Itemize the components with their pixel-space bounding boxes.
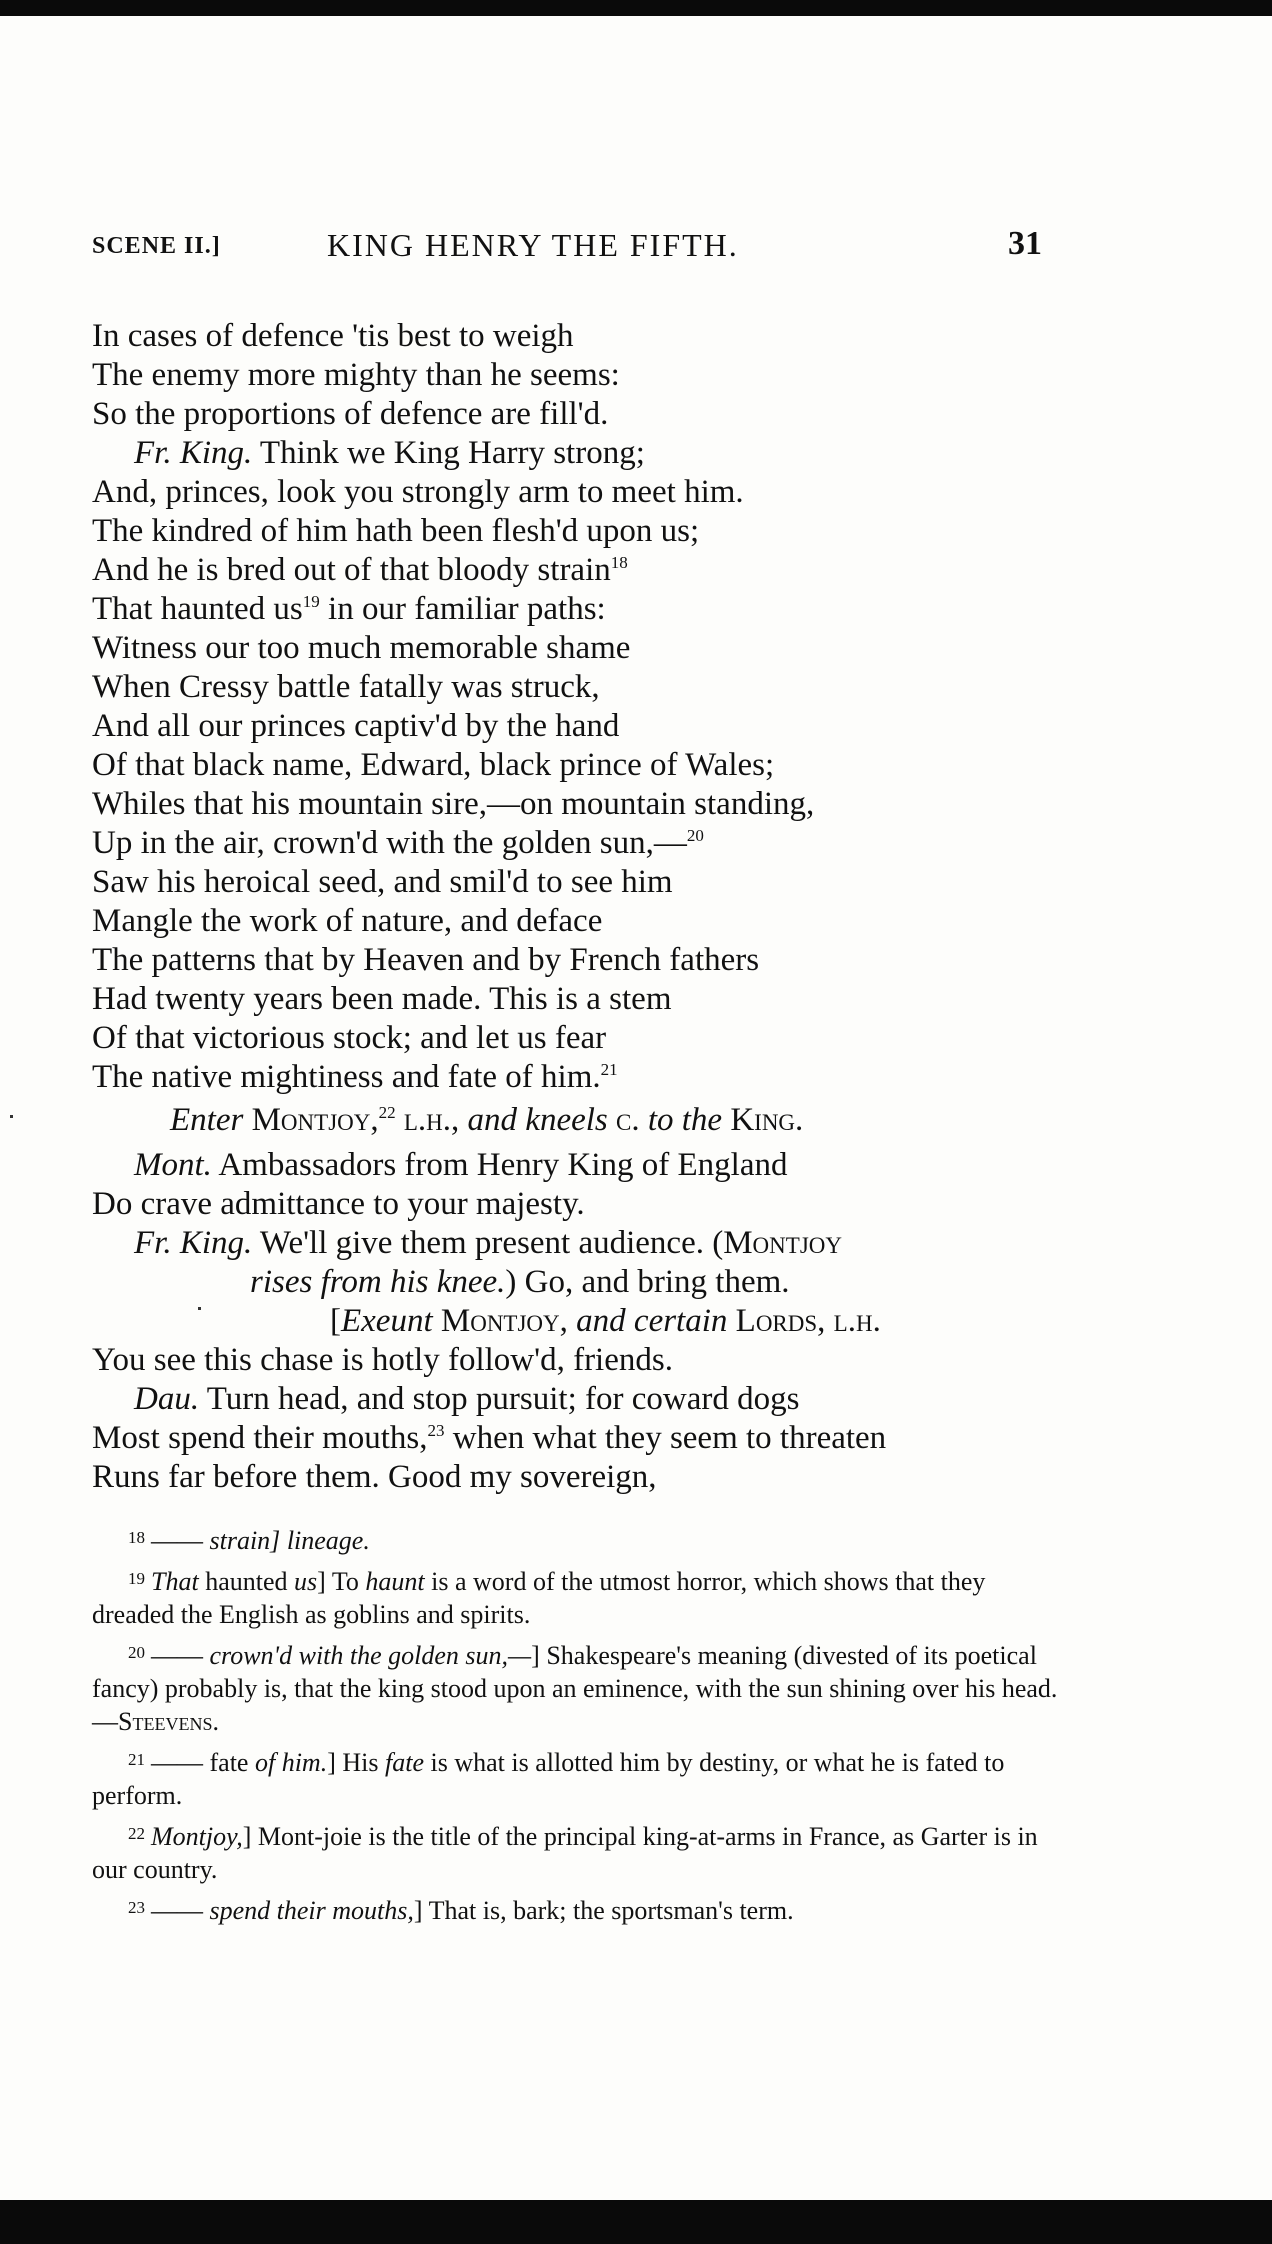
verse-line: The kindred of him hath been flesh'd upon us;	[92, 513, 700, 549]
stage-direction-exeunt: [Exeunt Montjoy, and certain Lords, l.h.	[330, 1303, 881, 1339]
verse-line: Mangle the work of nature, and deface	[92, 903, 603, 939]
verse-line: When Cressy battle fatally was struck,	[92, 669, 600, 705]
verse-line: The native mightiness and fate of him.$^{21}$	[92, 1059, 618, 1095]
footnote-18: $^{18}$ —— strain] lineage.	[128, 1526, 370, 1555]
verse-line: In cases of defence 'tis best to weigh	[92, 318, 574, 354]
page-number: 31	[1008, 225, 1042, 262]
speech-mont: Mont. Ambassadors from Henry King of England	[134, 1147, 788, 1183]
verse-line: And all our princes captiv'd by the hand	[92, 708, 620, 744]
verse-line: And he is bred out of that bloody strain$^{18}$	[92, 552, 628, 588]
verse-line: Runs far before them. Good my sovereign,	[92, 1459, 657, 1495]
scan-top-border	[0, 0, 1272, 16]
speaker-name: Mont.	[134, 1147, 212, 1183]
verse-line: So the proportions of defence are fill'd.	[92, 396, 609, 432]
verse-line: Of that black name, Edward, black prince of Wales;	[92, 747, 775, 783]
scan-bottom-border	[0, 2200, 1272, 2244]
verse-line: rises from his knee.) Go, and bring them.	[250, 1264, 790, 1300]
verse-line: The enemy more mighty than he seems:	[92, 357, 620, 393]
speech-french-king: Fr. King. We'll give them present audience. (Montjoy	[134, 1225, 843, 1261]
footnote-marker: 18	[610, 553, 628, 572]
verse-line: Do crave admittance to your majesty.	[92, 1186, 585, 1222]
verse-line: The patterns that by Heaven and by French fathers	[92, 942, 760, 978]
speaker-name: Fr. King.	[134, 435, 253, 471]
verse-line: Had twenty years been made. This is a stem	[92, 981, 672, 1017]
verse-line: Most spend their mouths,$^{23}$ when what they seem to threaten	[92, 1420, 887, 1456]
stage-direction-enter: Enter Montjoy,$^{22}$ l.h., and kneels c. to the King.	[170, 1102, 804, 1138]
verse-line: You see this chase is hotly follow'd, friends.	[92, 1342, 673, 1378]
verse-text	[92, 317, 1082, 1497]
footnote-22: $^{22}$ Montjoy,] Mont-joie is the title of the principal king-at-arms in France, as Garter is in our country.	[92, 1822, 1038, 1884]
footnote-23: $^{23}$ —— spend their mouths,] That is, bark; the sportsman's term.	[128, 1896, 794, 1925]
footnotes	[92, 1521, 1067, 1927]
footnote-21: $^{21}$ —— fate of him.] His fate is what is allotted him by destiny, or what he is fated to perform.	[92, 1748, 1005, 1810]
verse-line: Whiles that his mountain sire,—on mountain standing,	[92, 786, 815, 822]
footnote-marker: 21	[600, 1060, 618, 1079]
footnote-marker: 20	[686, 826, 704, 845]
verse-line: And, princes, look you strongly arm to meet him.	[92, 474, 744, 510]
speaker-name: Fr. King.	[134, 1225, 253, 1261]
verse-line: Up in the air, crown'd with the golden sun,—$^{20}$	[92, 825, 704, 861]
footnote-20: $^{20}$ —— crown'd with the golden sun,—] Shakespeare's meaning (divested of its poetical fancy) probably is, that the king stood upon an eminence, with the sun shining over his head.—Steevens.	[92, 1641, 1058, 1736]
book-title: KING HENRY THE FIFTH.	[327, 227, 739, 263]
speaker-name: Dau.	[134, 1381, 200, 1417]
speech-french-king: Fr. King. Think we King Harry strong;	[134, 435, 645, 471]
book-page	[92, 225, 1082, 1932]
scan-speck	[10, 1115, 13, 1118]
verse-line: That haunted $us^{19}$ in our familiar paths:	[92, 591, 606, 627]
verse-line: Of that victorious stock; and let us fear	[92, 1020, 607, 1056]
running-head	[92, 225, 1082, 277]
verse-line: Witness our too much memorable shame	[92, 630, 631, 666]
speech-dauphin: Dau. Turn head, and stop pursuit; for coward dogs	[134, 1381, 800, 1417]
footnote-marker: 19	[302, 592, 320, 611]
verse-lines	[92, 317, 1082, 1097]
scene-label: SCENE II.]	[92, 233, 221, 259]
footnote-19: $^{19}$ That haunted us] To haunt is a word of the utmost horror, which shows that they dreaded the English as goblins and spirits.	[92, 1567, 986, 1629]
verse-line: Saw his heroical seed, and smil'd to see him	[92, 864, 673, 900]
